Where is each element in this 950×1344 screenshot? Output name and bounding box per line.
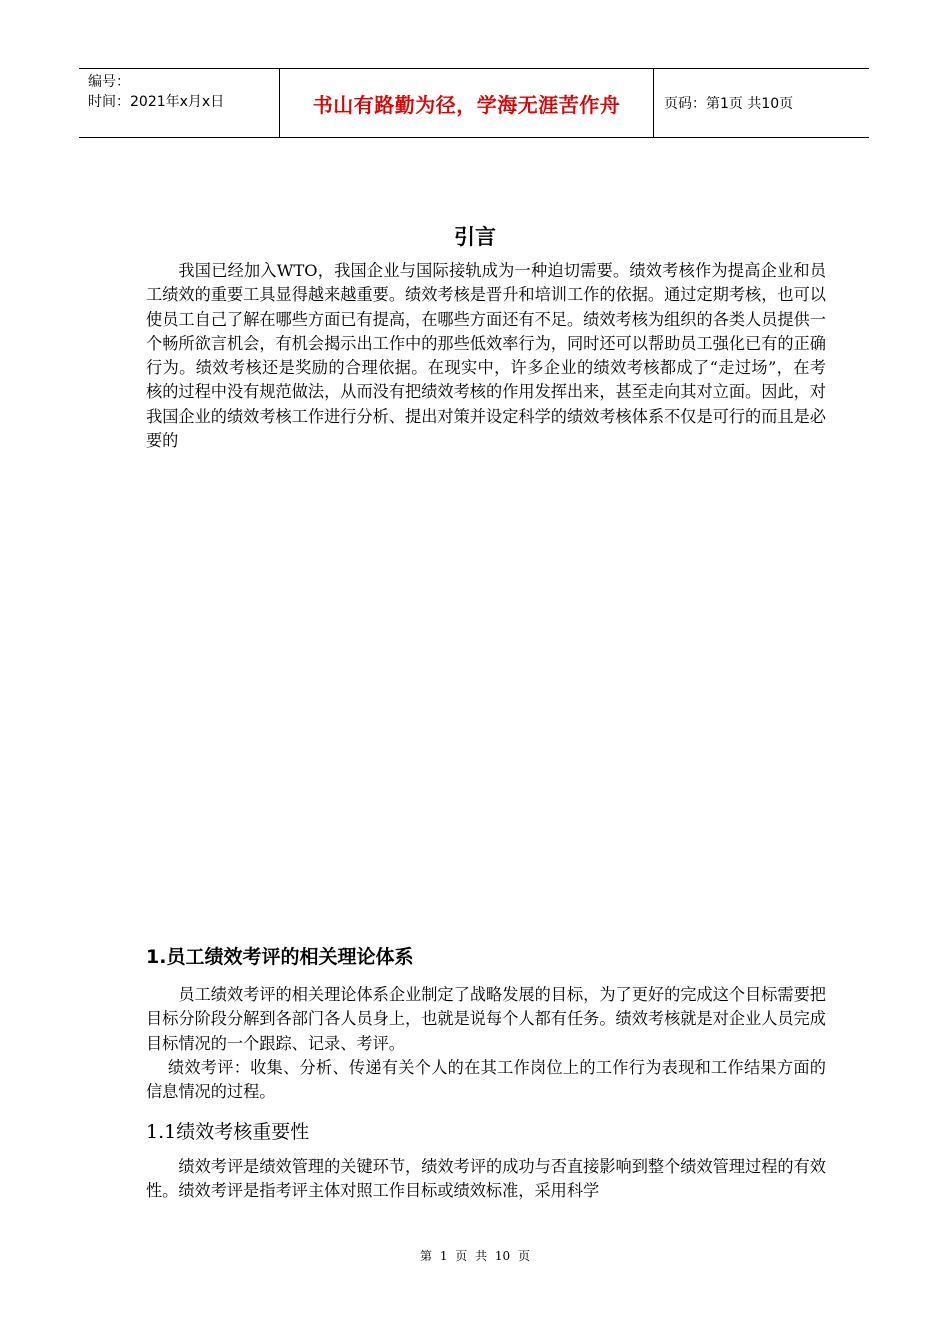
page-footer: 第 1 页 共 10 页 xyxy=(420,1249,530,1263)
header-meta-cell xyxy=(79,69,280,137)
section-1-paragraph-2: 绩效考评：收集、分析、传递有关个人的在其工作岗位上的工作行为表现和工作结果方面的信息情况的过程。 xyxy=(146,1058,826,1102)
document-date-label: 时间：2021年x月x日 xyxy=(88,94,225,110)
page-header xyxy=(79,68,869,138)
section-1-heading: 1.员工绩效考评的相关理论体系 xyxy=(146,946,414,968)
section-1-1-heading: 1.1绩效考核重要性 xyxy=(146,1121,310,1143)
document-number-label: 编号： xyxy=(88,74,130,90)
intro-title: 引言 xyxy=(454,225,496,249)
intro-paragraph: 我国已经加入WTO，我国企业与国际接轨成为一种迫切需要。绩效考核作为提高企业和员工绩效的重要工具显得越来越重要。绩效考核是晋升和培训工作的依据。通过定期考核，也可以使员工自己了解在哪些方面已有提高，在哪些方面还有不足。绩效考核为组织的各类人员提供一个畅所欲言机会，有机会揭示出工作中的那些低效率行为，同时还可以帮助员工强化已有的正确行为。绩效考核还是奖励的合理依据。在现实中，许多企业的绩效考核都成了“走过场”，在考核的过程中没有规范做法，从而没有把绩效考核的作用发挥出来，甚至走向其对立面。因此，对我国企业的绩效考核工作进行分析、提出对策并设定科学的绩效考核体系不仅是可行的而且是必要的 xyxy=(146,261,826,451)
header-page-info: 页码：第1页 共10页 xyxy=(664,96,794,112)
section-1-paragraph-1: 员工绩效考评的相关理论体系企业制定了战略发展的目标，为了更好的完成这个目标需要把目标分阶段分解到各部门各人员身上，也就是说每个人都有任务。绩效考核就是对企业人员完成目标情况的一个跟踪、记录、考评。 xyxy=(146,985,826,1053)
header-motto: 书山有路勤为径，学海无涯苦作舟 xyxy=(280,69,654,137)
section-1-1-paragraph: 绩效考评是绩效管理的关键环节，绩效考评的成功与否直接影响到整个绩效管理过程的有效性。绩效考评是指考评主体对照工作目标或绩效标准，采用科学 xyxy=(146,1157,826,1201)
